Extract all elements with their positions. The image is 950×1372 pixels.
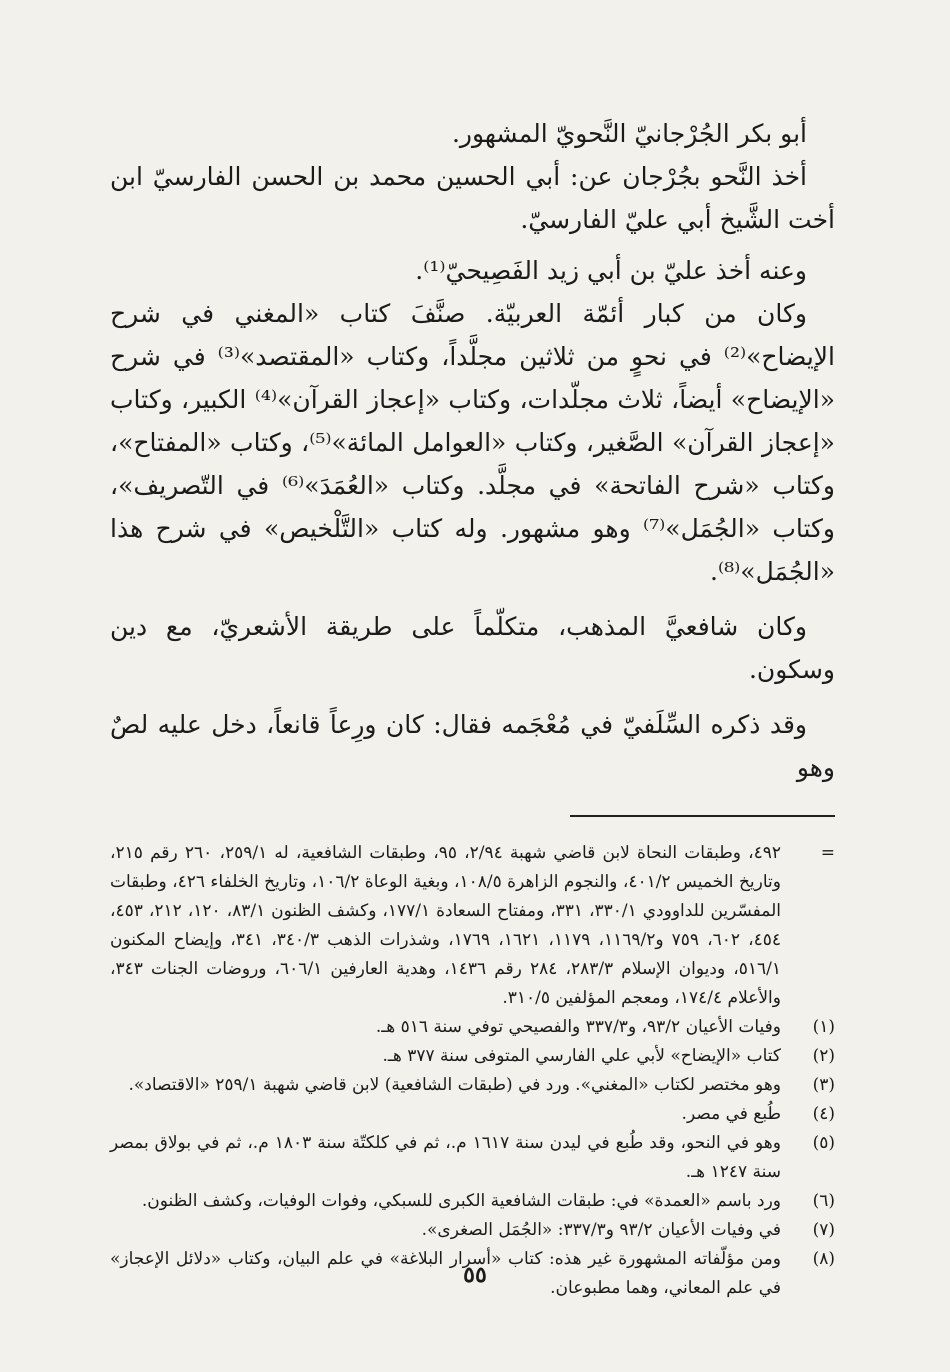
footnote-mark: (١) bbox=[812, 1017, 835, 1037]
footnote bbox=[110, 1013, 835, 1042]
main-text bbox=[110, 112, 835, 789]
footnotes bbox=[110, 839, 835, 1303]
footnote-text: وفيات الأعيان ٩٣/٢، و٣٣٧/٣ والفصيحي توفي سنة ٥١٦ هـ. bbox=[375, 1017, 781, 1037]
footnote-mark: (٥) bbox=[812, 1133, 835, 1153]
paragraph: أبو بكر الجُرْجانيّ النَّحويّ المشهور. bbox=[451, 119, 807, 148]
paragraph: وكان شافعيَّ المذهب، متكلّماً على طريقة الأشعريّ، مع دين وسكون. bbox=[110, 612, 835, 684]
footnote-mark: (٨) bbox=[812, 1249, 835, 1269]
footnote-text: وهو في النحو، وقد طُبع في ليدن سنة ١٦١٧ م.، ثم في كلكتّة سنة ١٨٠٣ م.، ثم في بولاق بمصر سنة ١٢٤٧ هـ. bbox=[110, 1133, 781, 1182]
footnote-mark: (٤) bbox=[812, 1104, 835, 1124]
footnote-text: ورد باسم «العمدة» في: طبقات الشافعية الكبرى للسبكي، وفوات الوفيات، وكشف الظنون. bbox=[141, 1191, 781, 1211]
paragraph: أخذ النَّحو بجُرْجان عن: أبي الحسين محمد بن الحسن الفارسيّ ابن أخت الشَّيخ أبي عليّ الفارسيّ. bbox=[110, 162, 835, 234]
paragraph: وكان من كبار أئمّة العربيّة. صنَّفَ كتاب «المغني في شرح الإيضاح»⁽²⁾ في نحوٍ من ثلاثين مجلَّداً، وكتاب «المقتصد»⁽³⁾ في شرح «الإيضاح» أيضاً، ثلاث مجلّدات، وكتاب «إعجاز القرآن»⁽⁴⁾ الكبير، وكتاب «إعجاز القرآن» الصَّغير، وكتاب «العوامل المائة»⁽⁵⁾، وكتاب «المفتاح»، وكتاب «شرح الفاتحة» في مجلَّد. وكتاب «العُمَدَ»⁽⁶⁾ في التّصريف»، وكتاب «الجُمَل»⁽⁷⁾ وهو مشهور. وله كتاب «التَّلْخيص» في شرح هذا «الجُمَل»⁽⁸⁾. bbox=[110, 299, 836, 586]
footnote-text: طُبع في مصر. bbox=[681, 1104, 781, 1124]
footnote bbox=[110, 1187, 835, 1216]
footnote-mark: (٦) bbox=[812, 1191, 835, 1211]
footnote-continuation bbox=[110, 839, 835, 1013]
footnote-mark: (٧) bbox=[812, 1220, 835, 1240]
footnote-text: ومن مؤلّفاته المشهورة غير هذه: كتاب «أسرار البلاغة» في علم البيان، وكتاب «دلائل الإعجاز» في علم المعاني، وهما مطبوعان. bbox=[110, 1249, 781, 1298]
footnote bbox=[110, 1129, 835, 1187]
footnote bbox=[110, 1071, 835, 1100]
footnote bbox=[110, 1216, 835, 1245]
footnote-text: وهو مختصر لكتاب «المغني». ورد في (طبقات الشافعية) لابن قاضي شهبة ٢٥٩/١ «الاقتصاد». bbox=[128, 1075, 781, 1095]
footnote-separator bbox=[570, 815, 835, 817]
page-number: ٥٥ bbox=[463, 1262, 487, 1288]
book-page bbox=[110, 112, 835, 1372]
footnote-text: في وفيات الأعيان ٩٣/٢ و٣٣٧/٣: «الجُمَل الصغرى». bbox=[421, 1220, 781, 1240]
paragraph: وقد ذكره السِّلَفيّ في مُعْجَمه فقال: كان ورِعاً قانعاً، دخل عليه لصٌ وهو bbox=[110, 710, 835, 782]
footnote-text: ٤٩٢، وطبقات النحاة لابن قاضي شهبة ٢/٩٤، ٩٥، وطبقات الشافعية، له ٢٥٩/١، ٢٦٠ رقم ٢١٥، وتاريخ الخميس ٤٠١/٢، والنجوم الزاهرة ١٠٨/٥، وبغية الوعاة ١٠٦/٢، وتاريخ الخلفاء ٤٢٦، وطبقات المفسّرين للداوودي ٣٣٠/١، ٣٣١، ومفتاح السعادة ١٧٧/١، وكشف الظنون ٨٣/١، ١٢٠، ٢١٢، ٤٥٣، ٤٥٤، ٦٠٢، ٧٥٩ و١١٦٩/٢، ١١٧٩، ١٦٢١، ١٧٦٩، وشذرات الذهب ٣٤٠/٣، ٣٤١، وإيضاح المكنون ٥١٦/١، وديوان الإسلام ٢٨٣/٣، ٢٨٤ رقم ١٤٣٦، وهدية العارفين ٦٠٦/١، وروضات الجنات ٣٤٣، والأعلام ١٧٤/٤، ومعجم المؤلفين ٣١٠/٥. bbox=[110, 843, 782, 1008]
footnote-mark: (٢) bbox=[812, 1046, 835, 1066]
footnote-mark: = bbox=[820, 843, 835, 863]
footnote bbox=[110, 1042, 835, 1071]
footnote-mark: (٣) bbox=[812, 1075, 835, 1095]
footnote-text: كتاب «الإيضاح» لأبي علي الفارسي المتوفى سنة ٣٧٧ هـ. bbox=[382, 1046, 781, 1066]
paragraph: وعنه أخذ عليّ بن أبي زيد الفَصِيحيّ⁽¹⁾. bbox=[415, 256, 807, 285]
footnote bbox=[110, 1100, 835, 1129]
